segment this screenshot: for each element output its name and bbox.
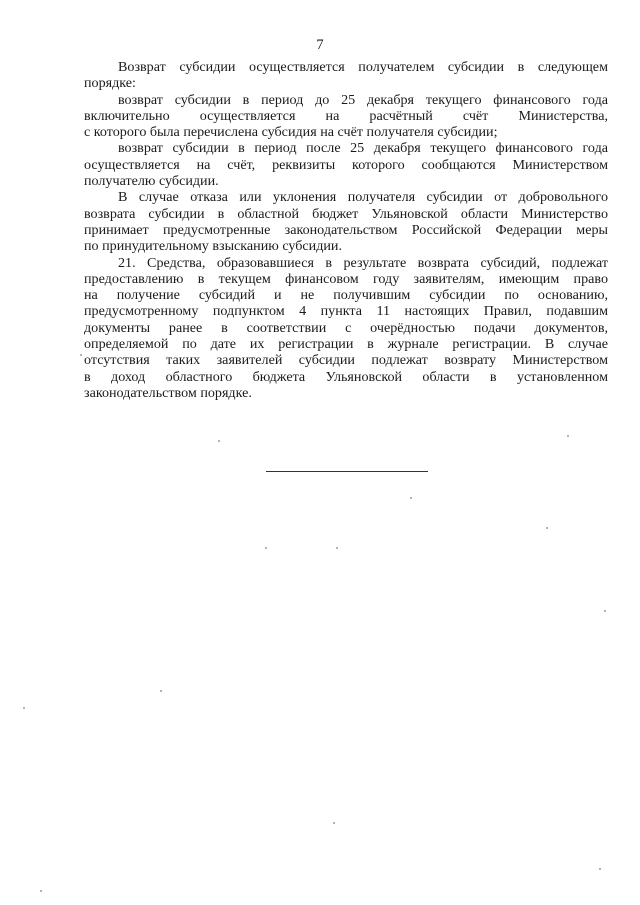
text-line: получателю субсидии. bbox=[84, 173, 219, 190]
text-line: по принудительному взысканию субсидии. bbox=[84, 238, 342, 255]
text-line: В случае отказа или уклонения получателя субсидии от добровольного bbox=[118, 189, 608, 206]
scan-speck bbox=[218, 440, 220, 442]
text-line: включительно осуществляется на расчётный счёт Министерства, bbox=[84, 107, 608, 124]
scan-speck bbox=[80, 354, 82, 356]
text-line: 21. Средства, образовавшиеся в результате возврата субсидий, подлежат bbox=[118, 254, 608, 271]
text-line: законодательством порядке. bbox=[84, 384, 252, 401]
text-line: возврат субсидии в период после 25 декабря текущего финансового года bbox=[118, 140, 608, 157]
text-line: предусмотренному подпунктом 4 пункта 11 настоящих Правил, подавшим bbox=[84, 303, 608, 320]
text-line: на получение субсидий и не получившим субсидии по основанию, bbox=[84, 287, 608, 304]
text-line: принимает предусмотренные законодательством Российской Федерации меры bbox=[84, 221, 608, 238]
scan-speck bbox=[604, 610, 606, 612]
text-line: возврата субсидии в областной бюджет Ульяновской области Министерство bbox=[84, 205, 608, 222]
scan-speck bbox=[40, 890, 42, 892]
text-line: предоставлению в текущем финансовом году заявителям, имеющим право bbox=[84, 270, 608, 287]
scan-speck bbox=[410, 497, 412, 499]
text-line: в доход областного бюджета Ульяновской области в установленном bbox=[84, 368, 608, 385]
document-body bbox=[84, 59, 608, 401]
text-line: Возврат субсидии осуществляется получателем субсидии в следующем bbox=[118, 59, 608, 75]
scan-speck bbox=[265, 547, 267, 549]
scan-speck bbox=[599, 868, 601, 870]
scan-speck bbox=[567, 435, 569, 437]
page-number: 7 bbox=[316, 37, 324, 53]
text-line: документы ранее в соответствии с очерёдностью подачи документов, bbox=[84, 319, 608, 336]
scan-speck bbox=[23, 707, 25, 709]
text-line: порядке: bbox=[84, 75, 136, 92]
text-line: отсутствия таких заявителей субсидии подлежат возврату Министерством bbox=[84, 352, 608, 369]
text-line: возврат субсидии в период до 25 декабря текущего финансового года bbox=[118, 91, 608, 108]
scan-speck bbox=[333, 822, 335, 824]
scan-speck bbox=[546, 527, 548, 529]
scan-speck bbox=[336, 547, 338, 549]
text-line: осуществляется на счёт, реквизиты которого сообщаются Министерством bbox=[84, 156, 608, 173]
scan-speck bbox=[160, 690, 162, 692]
text-line: с которого была перечислена субсидия на счёт получателя субсидии; bbox=[84, 124, 498, 141]
text-line: определяемой по дате их регистрации в журнале регистрации. В случае bbox=[84, 336, 608, 353]
end-rule bbox=[266, 471, 428, 472]
